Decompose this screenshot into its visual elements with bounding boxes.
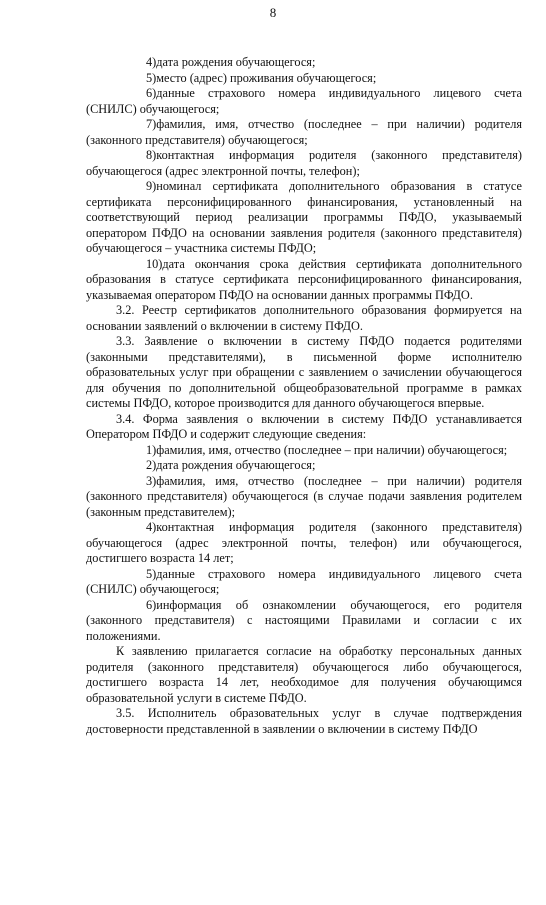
document-body — [86, 55, 522, 737]
paragraph-text: контактная информация родителя (законного представителя) обучающегося (адрес электронной почты, телефон); — [86, 148, 522, 178]
list-item — [86, 257, 522, 304]
list-item — [86, 179, 522, 257]
paragraph — [86, 303, 522, 334]
list-item — [86, 443, 522, 459]
paragraph-text: 3.5. Исполнитель образовательных услуг в случае подтверждения достоверности представленной в заявлении о включении в систему ПФДО — [86, 706, 522, 736]
paragraph — [86, 644, 522, 706]
list-item-number: 1) — [146, 442, 157, 457]
paragraph-text: фамилия, имя, отчество (последнее – при наличии) родителя (законного представителя) обучающегося; — [86, 117, 522, 147]
list-item-number: 6) — [146, 597, 157, 612]
list-item-number: 5) — [146, 70, 157, 85]
paragraph — [86, 706, 522, 737]
paragraph-text: данные страхового номера индивидуального лицевого счета (СНИЛС) обучающегося; — [86, 86, 522, 116]
paragraph-text: дата рождения обучающегося; — [156, 458, 316, 472]
paragraph — [86, 412, 522, 443]
list-item-number: 9) — [146, 179, 157, 193]
list-item — [86, 71, 522, 87]
list-item — [86, 117, 522, 148]
paragraph-text: 3.4. Форма заявления о включении в систему ПФДО устанавливается Оператором ПФДО и содержит следующие сведения: — [86, 411, 522, 441]
list-item-number: 4) — [146, 520, 157, 534]
paragraph-text: 3.2. Реестр сертификатов дополнительного образования формируется на основании заявлений о включении в систему ПФДО. — [86, 303, 522, 333]
list-item — [86, 148, 522, 179]
list-item-number: 5) — [146, 566, 157, 581]
paragraph-text: дата рождения обучающегося; — [156, 55, 316, 69]
list-item-number: 8) — [146, 148, 157, 162]
paragraph-text: контактная информация родителя (законного представителя) обучающегося (адрес электронной почты, телефон) или обучающегося, достигшего возраста 14 лет; — [86, 520, 522, 565]
paragraph — [86, 334, 522, 412]
list-item — [86, 458, 522, 474]
paragraph-text: информация об ознакомлении обучающегося, его родителя (законного представителя) с настоящими Правилами и согласии с их положениями. — [86, 597, 522, 643]
list-item — [86, 86, 522, 117]
paragraph-text: дата окончания срока действия сертификата дополнительного образования в статусе сертификата персонифицированного финансирования, указываемая оператором ПФДО на основании данных программы ПФДО. — [86, 256, 522, 302]
paragraph-text: фамилия, имя, отчество (последнее – при наличии) обучающегося; — [156, 442, 508, 457]
paragraph-text: номинал сертификата дополнительного образования в статусе сертификата персонифицированного финансирования, установленный на соответствующий период реализации программы ПФДО, указываемый оператором ПФДО на основании заявления родителя (законного представителя) обучающегося – участника системы ПФДО; — [86, 179, 522, 255]
list-item — [86, 598, 522, 645]
list-item-number: 7) — [146, 117, 157, 131]
list-item-number: 10) — [146, 256, 163, 271]
paragraph-text: место (адрес) проживания обучающегося; — [156, 70, 377, 85]
list-item-number: 6) — [146, 86, 157, 100]
list-item-number: 2) — [146, 458, 157, 472]
list-item — [86, 55, 522, 71]
paragraph-text: 3.3. Заявление о включении в систему ПФДО подается родителями (законными представителями), в письменной форме исполнителю образовательных услуг при обращении с заявлением о зачислении обучающегося для обучения по дополнительной общеобразовательной программе в рамках системы ПФДО, которое производится для данного обучающегося впервые. — [86, 334, 522, 410]
list-item — [86, 520, 522, 567]
paragraph-text: К заявлению прилагается согласие на обработку персональных данных родителя (законного представителя) обучающегося либо обучающегося, достигшего возраста 14 лет, необходимое для получения обучающимся образовательной услуги в системе ПФДО. — [86, 644, 522, 705]
list-item-number: 4) — [146, 55, 157, 69]
list-item-number: 3) — [146, 473, 157, 488]
list-item — [86, 567, 522, 598]
list-item — [86, 474, 522, 521]
paragraph-text: фамилия, имя, отчество (последнее – при наличии) родителя (законного представителя) обучающегося (в случае подачи заявления родителем (законным представителем); — [86, 473, 522, 519]
page-number: 8 — [269, 5, 277, 20]
paragraph-text: данные страхового номера индивидуального лицевого счета (СНИЛС) обучающегося; — [86, 566, 522, 596]
